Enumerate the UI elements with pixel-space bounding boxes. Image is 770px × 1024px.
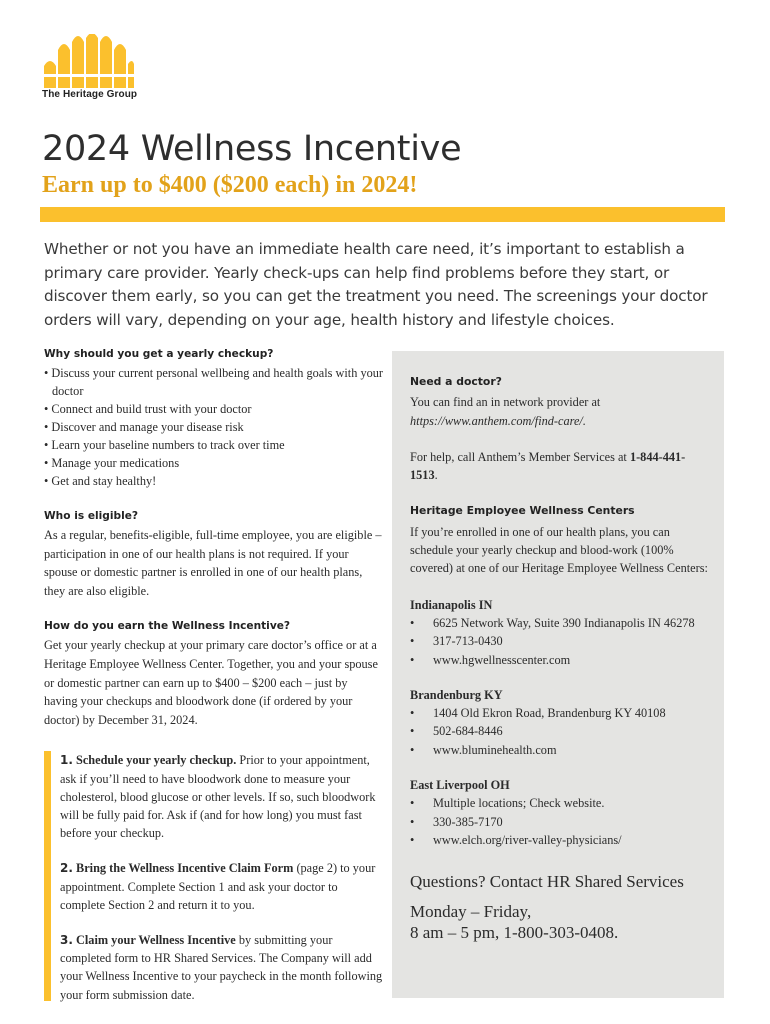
- eligible-text: As a regular, benefits-eligible, full-time employee, you are eligible – participation in one of our health plans is not required. If your spouse or domestic partner is enrolled in one of our health plans, they are also eligible.: [44, 528, 382, 598]
- list-item: • Discuss your current personal wellbeing and health goals with your doctor: [44, 364, 384, 400]
- list-item: • 502-684-8446: [410, 722, 710, 740]
- step-title: Bring the Wellness Incentive Claim Form: [76, 861, 294, 876]
- location-details: [410, 704, 710, 759]
- info-panel-content: [410, 373, 710, 943]
- help-suffix: .: [434, 468, 438, 483]
- step-number: 1.: [60, 753, 73, 768]
- location-name: Indianapolis IN: [410, 597, 493, 612]
- centers-text: If you’re enrolled in one of our health plans, you can schedule your yearly checkup and blood-work (100% covered) at one of our Heritage Employee Wellness Centers:: [410, 524, 708, 576]
- list-item: • Manage your medications: [44, 454, 384, 472]
- centers-heading: Heritage Employee Wellness Centers: [410, 504, 635, 518]
- earn-text: Get your yearly checkup at your primary care doctor’s office or at a Heritage Employee Wellness Center. Together, you and your spouse or domestic partner can earn up to $400 – $200 each – just by having your checkups and bloodwork done (if ordered by your doctor) by December 31, 2024.: [44, 638, 378, 727]
- step-text: by submitting your completed form to HR Shared Services. The Company will add your Wellness Incentive to your paycheck in the month following your form submission date.: [60, 932, 383, 1002]
- step-text: Prior to your appointment, ask if you’ll need to have bloodwork done to measure your cholesterol, blood glucose or other levels. If so, such bloodwork will be fully paid for. Ask if (and for how long) you must fast before your checkup.: [60, 753, 376, 841]
- list-item: • Get and stay healthy!: [44, 472, 384, 490]
- need-doctor-text: You can find an in network provider at: [410, 395, 601, 410]
- list-item: • 1404 Old Ekron Road, Brandenburg KY 40108: [410, 704, 710, 722]
- why-heading: Why should you get a yearly checkup?: [44, 348, 274, 360]
- step-2: [60, 859, 384, 914]
- list-item: • Multiple locations; Check website.: [410, 794, 710, 812]
- location-east-liverpool: [410, 776, 710, 849]
- location-indianapolis: [410, 596, 710, 669]
- member-services-phone[interactable]: 1-844-441-1513: [410, 449, 686, 483]
- list-item: • Discover and manage your disease risk: [44, 418, 384, 436]
- need-doctor-heading: Need a doctor?: [410, 375, 502, 388]
- list-item: • Learn your baseline numbers to track over time: [44, 436, 384, 454]
- left-column: [44, 348, 384, 1021]
- list-item[interactable]: • www.bluminehealth.com: [410, 741, 710, 759]
- location-details: [410, 794, 710, 849]
- list-item[interactable]: • www.hgwellnesscenter.com: [410, 651, 710, 669]
- step-number: 3.: [60, 932, 73, 947]
- earn-heading: How do you earn the Wellness Incentive?: [44, 620, 291, 633]
- intro-paragraph: Whether or not you have an immediate health care need, it’s important to establish a primary care provider. Yearly check-ups can help find problems before they start, or discover them early, so you can get the treatment you need. The screenings your doctor orders will vary, depending on your age, health history and lifestyle choices.: [44, 240, 708, 329]
- logo-mark-icon: [42, 34, 134, 88]
- steps-list: [44, 751, 384, 1003]
- find-care-link[interactable]: https://www.anthem.com/find-care/.: [410, 413, 586, 428]
- list-item: • 317-713-0430: [410, 632, 710, 650]
- contact-heading: Questions? Contact HR Shared Services: [410, 872, 684, 892]
- location-name: East Liverpool OH: [410, 778, 510, 793]
- location-brandenburg: [410, 686, 710, 759]
- page-title: 2024 Wellness Incentive: [42, 129, 462, 169]
- heritage-group-logo: [42, 34, 142, 100]
- steps-accent-bar: [44, 751, 51, 1001]
- contact-days: Monday – Friday,: [410, 902, 532, 922]
- why-list: [44, 364, 384, 490]
- list-item: • 330-385-7170: [410, 813, 710, 831]
- page-subtitle: Earn up to $400 ($200 each) in 2024!: [42, 172, 418, 198]
- list-item[interactable]: • www.elch.org/river-valley-physicians/: [410, 831, 710, 849]
- location-name: Brandenburg KY: [410, 687, 503, 702]
- step-number: 2.: [60, 861, 73, 876]
- step-text: (page 2) to your appointment. Complete Section 1 and ask your doctor to complete Section 2 and return it to you.: [60, 861, 376, 912]
- list-item: • 6625 Network Way, Suite 390 Indianapolis IN 46278: [410, 614, 710, 632]
- info-panel: [392, 351, 724, 998]
- step-title: Claim your Wellness Incentive: [76, 932, 236, 947]
- logo-text: The Heritage Group: [42, 89, 138, 100]
- list-item: • Connect and build trust with your doctor: [44, 400, 384, 418]
- step-3: [60, 931, 384, 1004]
- step-title: Schedule your yearly checkup.: [76, 753, 237, 768]
- step-1: [60, 751, 384, 842]
- eligible-heading: Who is eligible?: [44, 510, 139, 522]
- contact-hours: 8 am – 5 pm, 1-800-303-0408.: [410, 923, 619, 943]
- member-services-text: [410, 448, 710, 485]
- location-details: [410, 614, 710, 669]
- title-divider: [40, 207, 725, 222]
- help-text: For help, call Anthem’s Member Services at: [410, 449, 627, 464]
